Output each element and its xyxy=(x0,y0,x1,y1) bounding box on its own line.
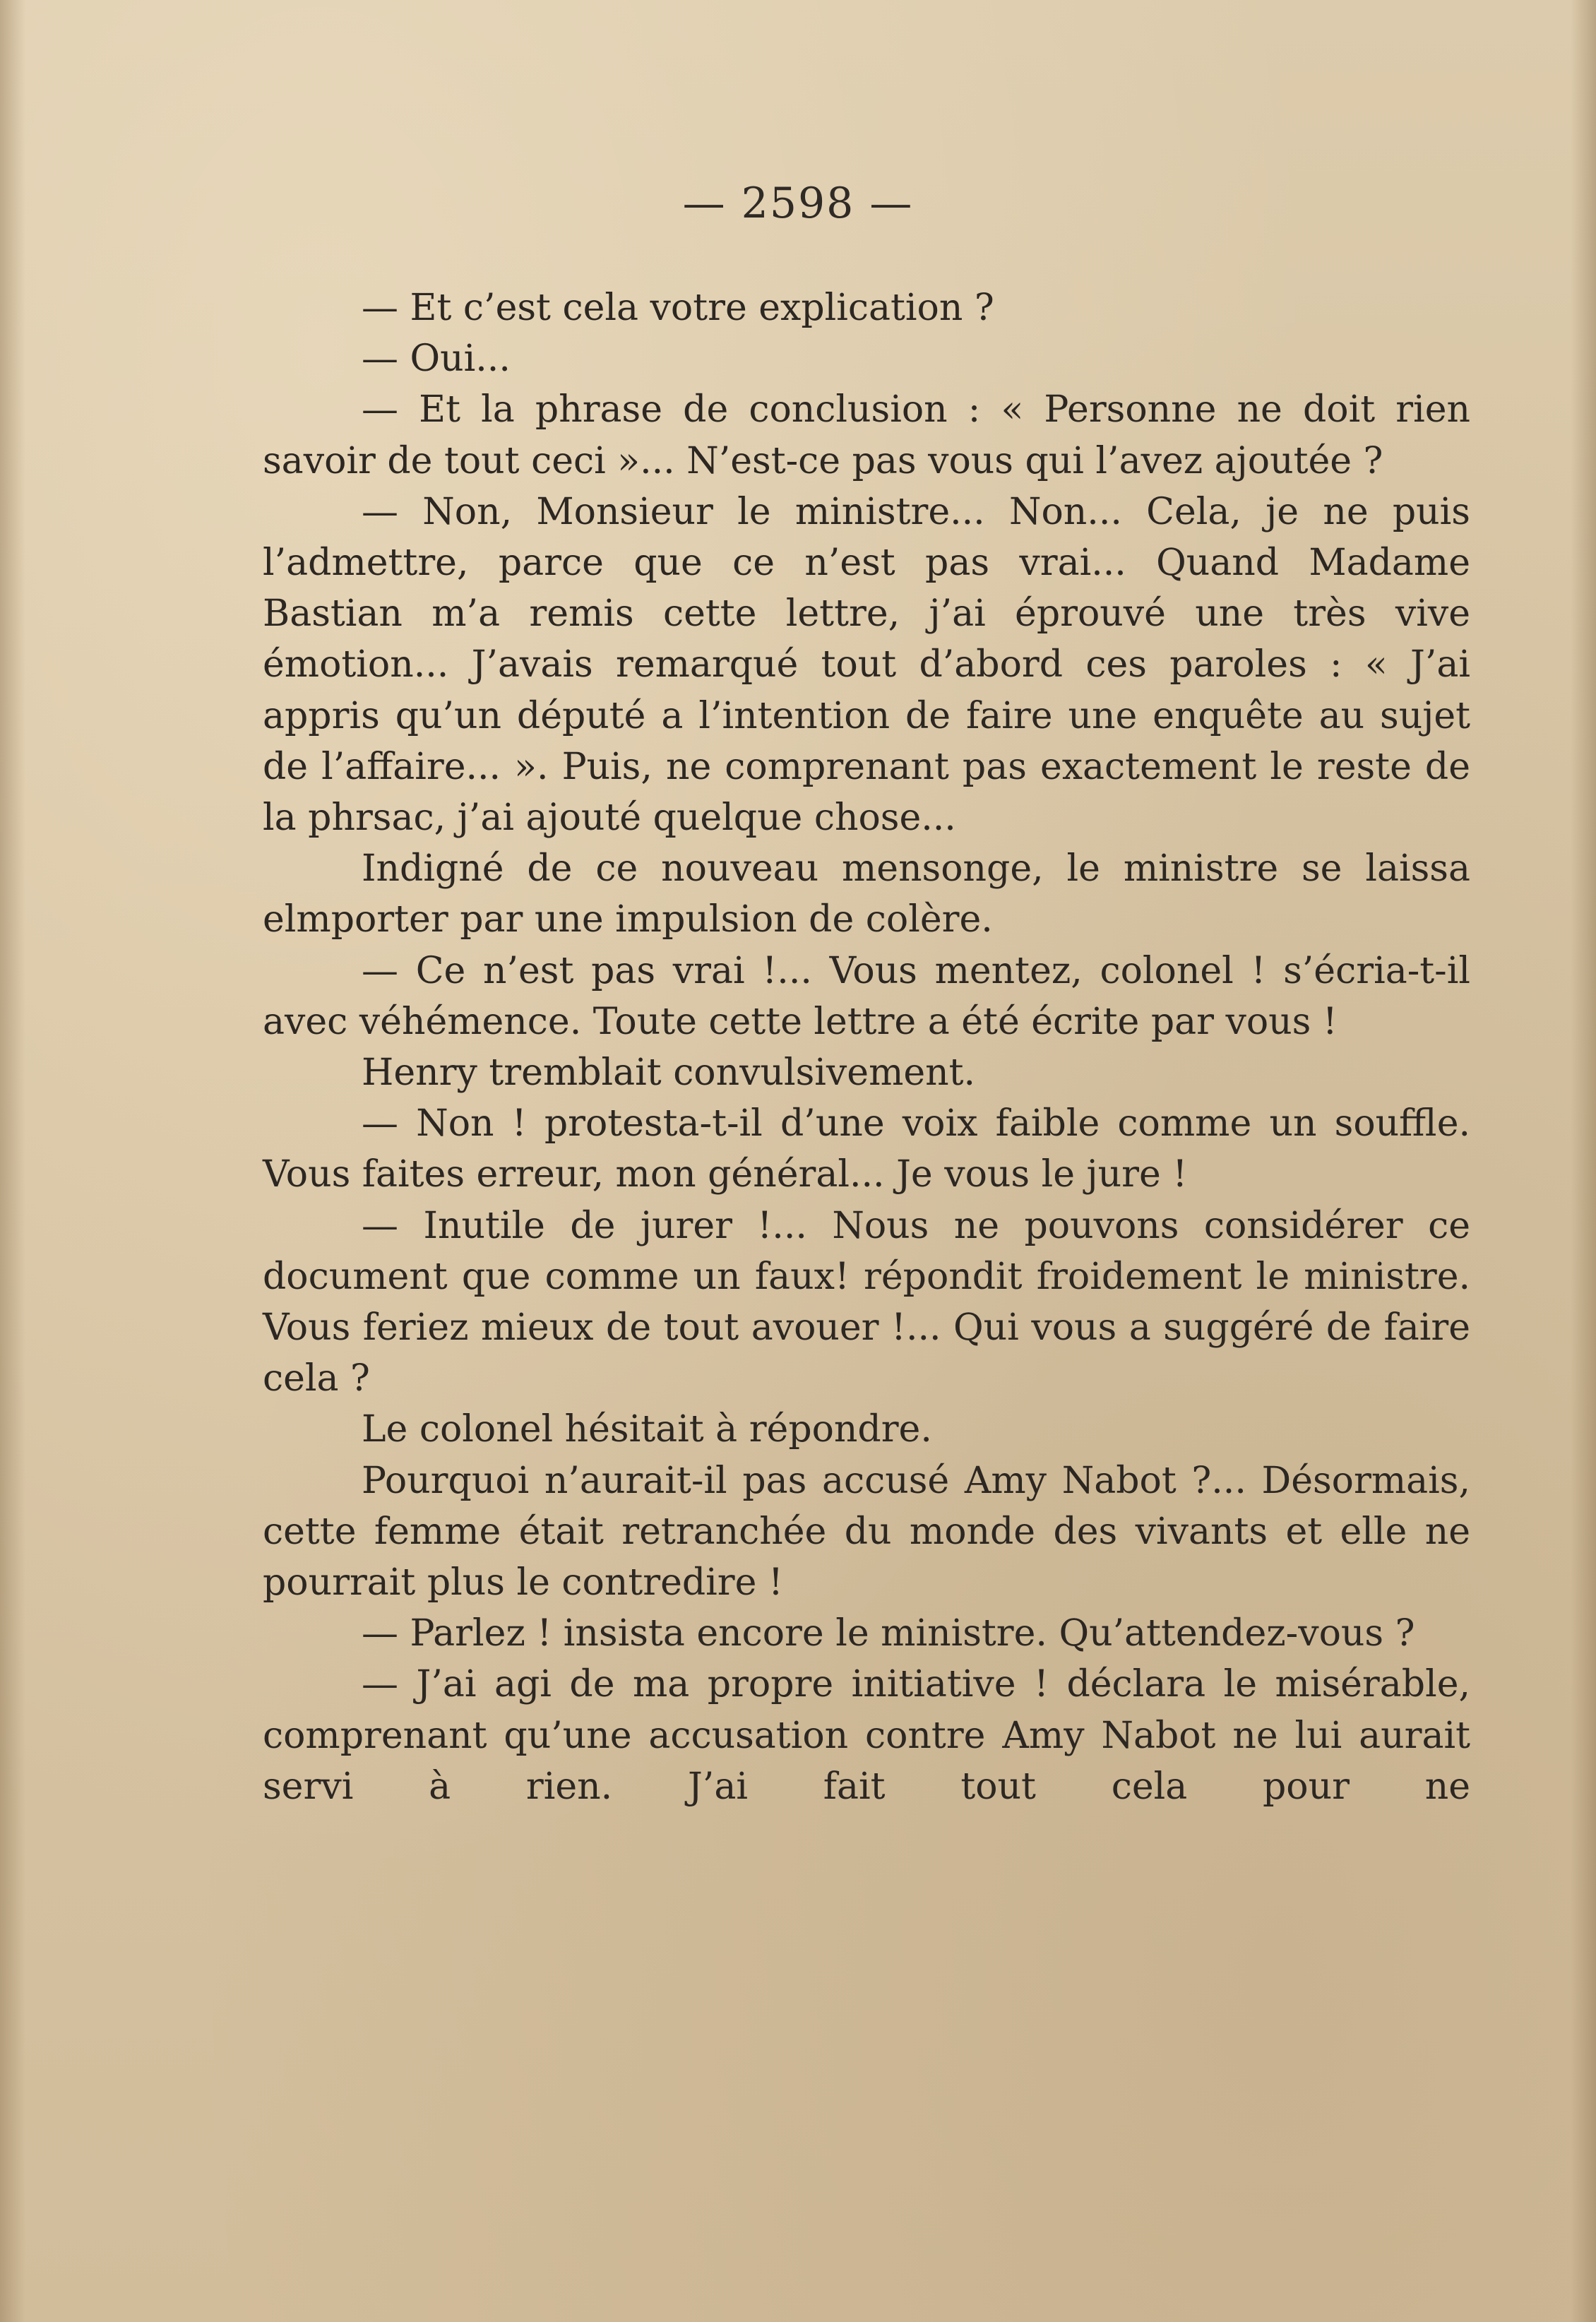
paragraph: — J’ai agi de ma propre initiative ! déclara le misérable, comprenant qu’une accusation contre Amy Nabot ne lui aurait servi à rien. J’ai fait tout cela pour ne xyxy=(263,1663,1470,1808)
paragraph: — Et la phrase de conclusion : « Personne ne doit rien savoir de tout ceci »... N’est-ce pas vous qui l’avez ajoutée ? xyxy=(263,388,1470,482)
paragraph: Indigné de ce nouveau mensonge, le ministre se laissa elmporter par une impulsion de colère. xyxy=(263,847,1470,941)
paragraph: Henry tremblait convulsivement. xyxy=(362,1052,976,1095)
paragraph: Pourquoi n’aurait-il pas accusé Amy Nabot ?... Désormais, cette femme était retranchée du monde des vivants et elle ne pourrait plus le contredire ! xyxy=(263,1459,1470,1604)
page-number: — 2598 — xyxy=(682,179,914,228)
paragraph: — Parlez ! insista encore le ministre. Qu’attendez-vous ? xyxy=(362,1612,1415,1655)
paragraph: — Non ! protesta-t-il d’une voix faible comme un souffle. Vous faites erreur, mon général... Je vous le jure ! xyxy=(263,1102,1470,1196)
paragraph: — Et c’est cela votre explication ? xyxy=(362,287,994,329)
paragraph: — Oui... xyxy=(362,338,511,381)
page-edge-left xyxy=(0,0,25,2322)
paragraph: — Ce n’est pas vrai !... Vous mentez, colonel ! s’écria-t-il avec véhémence. Toute cette lettre a été écrite par vous ! xyxy=(263,949,1470,1043)
page-edge-right xyxy=(1571,0,1596,2322)
paragraph: Le colonel hésitait à répondre. xyxy=(362,1408,932,1451)
paragraph: — Non, Monsieur le ministre... Non... Cela, je ne puis l’admettre, parce que ce n’est pas vrai... Quand Madame Bastian m’a remis cette lettre, j’ai éprouvé une très vive émotion... J’avais remarqué tout d’abord ces paroles : « J’ai appris qu’un député a l’intention de faire une enquête au sujet de l’affaire... ». Puis, ne comprenant pas exactement le reste de la phrsac, j’ai ajouté quelque chose... xyxy=(263,490,1470,840)
body-text xyxy=(263,282,1470,1812)
paragraph: — Inutile de jurer !... Nous ne pouvons considérer ce document que comme un faux! répondit froidement le ministre. Vous feriez mieux de tout avouer !... Qui vous a suggéré de faire cela ? xyxy=(263,1204,1470,1400)
